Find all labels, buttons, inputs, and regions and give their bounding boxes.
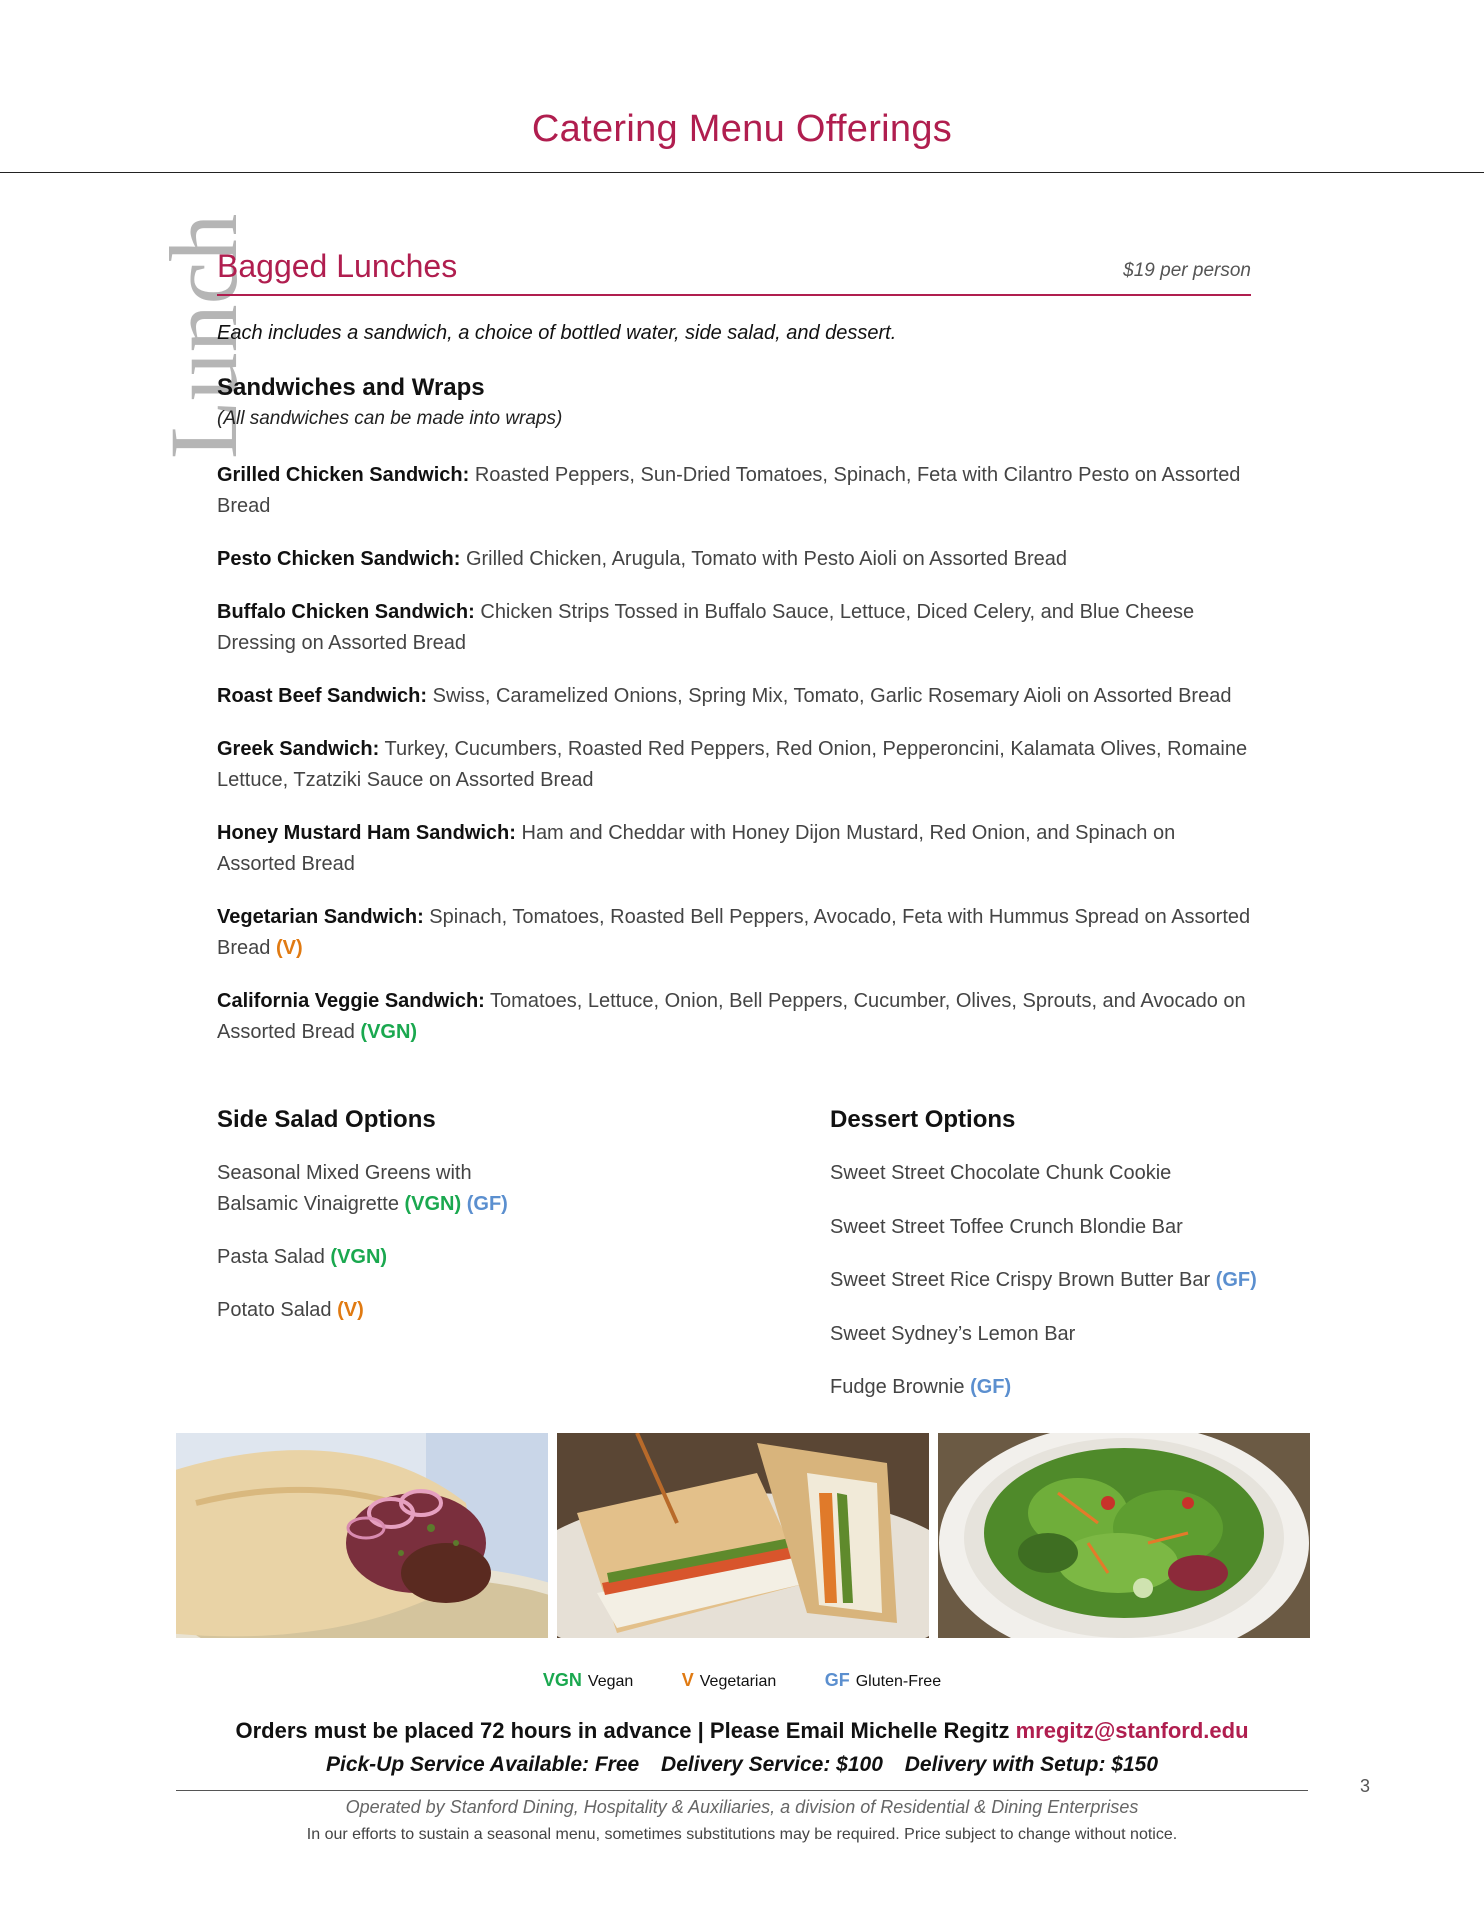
section-price: $19 per person	[1123, 260, 1251, 281]
item-name: Greek Sandwich:	[217, 738, 380, 760]
item-desc: Chicken Strips Tossed in Buffalo Sauce, Lettuce, Diced Celery, and Blue Cheese Dressing on Assorted Bread	[217, 601, 1195, 654]
side-salad-section	[217, 1104, 547, 1348]
delivery-fee: Delivery Service: $100	[661, 1753, 883, 1776]
item-name: Pesto Chicken Sandwich:	[217, 548, 461, 570]
menu-item	[217, 818, 1257, 880]
salad-item	[217, 1242, 547, 1273]
vegan-key: VGN	[542, 1670, 582, 1690]
sandwich-list	[217, 460, 1257, 1070]
vegetarian-label: Vegetarian	[699, 1673, 777, 1690]
side-salad-title: Side Salad Options	[217, 1106, 436, 1133]
contact-email-link[interactable]: mregitz@stanford.edu	[1015, 1718, 1249, 1743]
item-desc: Spinach, Tomatoes, Roasted Bell Peppers, Avocado, Feta with Hummus Spread on Assorted Bread	[217, 906, 1251, 959]
operated-by-note: Operated by Stanford Dining, Hospitality & Auxiliaries, a division of Residential & Dining Enterprises	[345, 1797, 1139, 1817]
gluten-free-tag: (GF)	[466, 1193, 508, 1215]
item-desc: Tomatoes, Lettuce, Onion, Bell Peppers, Cucumber, Olives, Sprouts, and Avocado on Assorted Bread	[217, 990, 1246, 1043]
item-desc: Ham and Cheddar with Honey Dijon Mustard, Red Onion, and Spinach on Assorted Bread	[217, 822, 1176, 875]
dessert-item	[830, 1212, 1270, 1243]
gluten-free-label: Gluten-Free	[855, 1673, 942, 1690]
salad-item	[217, 1295, 547, 1326]
item-desc: Grilled Chicken, Arugula, Tomato with Pesto Aioli on Assorted Bread	[460, 548, 1068, 570]
photo-strip	[176, 1433, 1310, 1638]
item-desc: Roasted Peppers, Sun-Dried Tomatoes, Spinach, Feta with Cilantro Pesto on Assorted Bread	[217, 464, 1241, 517]
order-text: Orders must be placed 72 hours in advance | Please Email Michelle Regitz	[235, 1718, 1016, 1743]
gluten-free-tag: (GF)	[970, 1376, 1012, 1398]
item-name: Grilled Chicken Sandwich:	[217, 464, 470, 486]
dessert-item	[830, 1319, 1270, 1350]
item-name: Honey Mustard Ham Sandwich:	[217, 822, 516, 844]
delivery-setup-fee: Delivery with Setup: $150	[904, 1753, 1158, 1776]
page-title: Catering Menu Offerings	[531, 108, 953, 150]
item-desc: Turkey, Cucumbers, Roasted Red Peppers, Red Onion, Pepperoncini, Kalamata Olives, Romaine Lettuce, Tzatziki Sauce on Assorted Bread	[217, 738, 1248, 791]
section-title: Bagged Lunches	[217, 248, 458, 284]
dessert-item	[830, 1158, 1270, 1189]
footer-divider	[176, 1790, 1308, 1791]
menu-item	[217, 681, 1257, 712]
menu-item	[217, 902, 1257, 964]
dessert-item	[830, 1265, 1270, 1296]
vegetarian-key: V	[681, 1670, 694, 1690]
dessert-section	[830, 1104, 1270, 1426]
dessert-name: Fudge Brownie	[830, 1376, 971, 1398]
dessert-name: Sweet Street Chocolate Chunk Cookie	[830, 1162, 1172, 1184]
page-number: 3	[1360, 1776, 1371, 1796]
item-desc: Swiss, Caramelized Onions, Spring Mix, Tomato, Garlic Rosemary Aioli on Assorted Bread	[427, 685, 1232, 707]
menu-item	[217, 544, 1257, 575]
salad-photo	[938, 1433, 1310, 1638]
menu-item	[217, 986, 1257, 1048]
menu-item	[217, 460, 1257, 522]
order-info	[0, 1718, 1484, 1744]
menu-item	[217, 734, 1257, 796]
dessert-title: Dessert Options	[830, 1106, 1016, 1133]
section-intro: Each includes a sandwich, a choice of bottled water, side salad, and dessert.	[217, 322, 897, 344]
salad-item	[217, 1158, 547, 1220]
wrap-photo	[176, 1433, 548, 1638]
vegetarian-tag: (V)	[337, 1299, 364, 1321]
item-name: Buffalo Chicken Sandwich:	[217, 601, 475, 623]
vegan-tag: (VGN)	[330, 1246, 388, 1268]
item-name: Vegetarian Sandwich:	[217, 906, 424, 928]
salad-name: Pasta Salad	[217, 1246, 331, 1268]
vegan-label: Vegan	[587, 1673, 634, 1690]
menu-item	[217, 597, 1257, 659]
item-name: Roast Beef Sandwich:	[217, 685, 428, 707]
pickup-fee: Pick-Up Service Available: Free	[325, 1753, 640, 1776]
section-header	[217, 248, 1251, 296]
gluten-free-key: GF	[824, 1670, 850, 1690]
item-name: California Veggie Sandwich:	[217, 990, 485, 1012]
disclaimer: In our efforts to sustain a seasonal menu, sometimes substitutions may be required. Price subject to change without notice.	[306, 1826, 1178, 1843]
dessert-item	[830, 1372, 1270, 1403]
sandwiches-title: Sandwiches and Wraps	[217, 374, 485, 401]
gluten-free-tag: (GF)	[1215, 1269, 1257, 1291]
salad-name: Seasonal Mixed Greens with Balsamic Vinaigrette	[217, 1162, 472, 1215]
dessert-name: Sweet Street Toffee Crunch Blondie Bar	[830, 1215, 1183, 1238]
vegetarian-tag: (V)	[275, 937, 303, 959]
dessert-name: Sweet Street Rice Crispy Brown Butter Bar	[830, 1269, 1216, 1291]
legend-vegan	[543, 1670, 633, 1691]
sandwich-photo	[557, 1433, 929, 1638]
sandwiches-note: (All sandwiches can be made into wraps)	[217, 408, 563, 429]
service-fees	[0, 1753, 1484, 1777]
dietary-legend	[0, 1670, 1484, 1691]
vegan-tag: (VGN)	[360, 1021, 418, 1043]
side-label: Lunch	[150, 213, 257, 459]
legend-vegetarian	[682, 1670, 777, 1691]
salad-name: Potato Salad	[217, 1299, 338, 1321]
header-divider	[0, 172, 1484, 173]
legend-gluten-free	[825, 1670, 941, 1691]
vegan-tag: (VGN)	[404, 1193, 462, 1215]
dessert-name: Sweet Sydney’s Lemon Bar	[830, 1322, 1076, 1345]
